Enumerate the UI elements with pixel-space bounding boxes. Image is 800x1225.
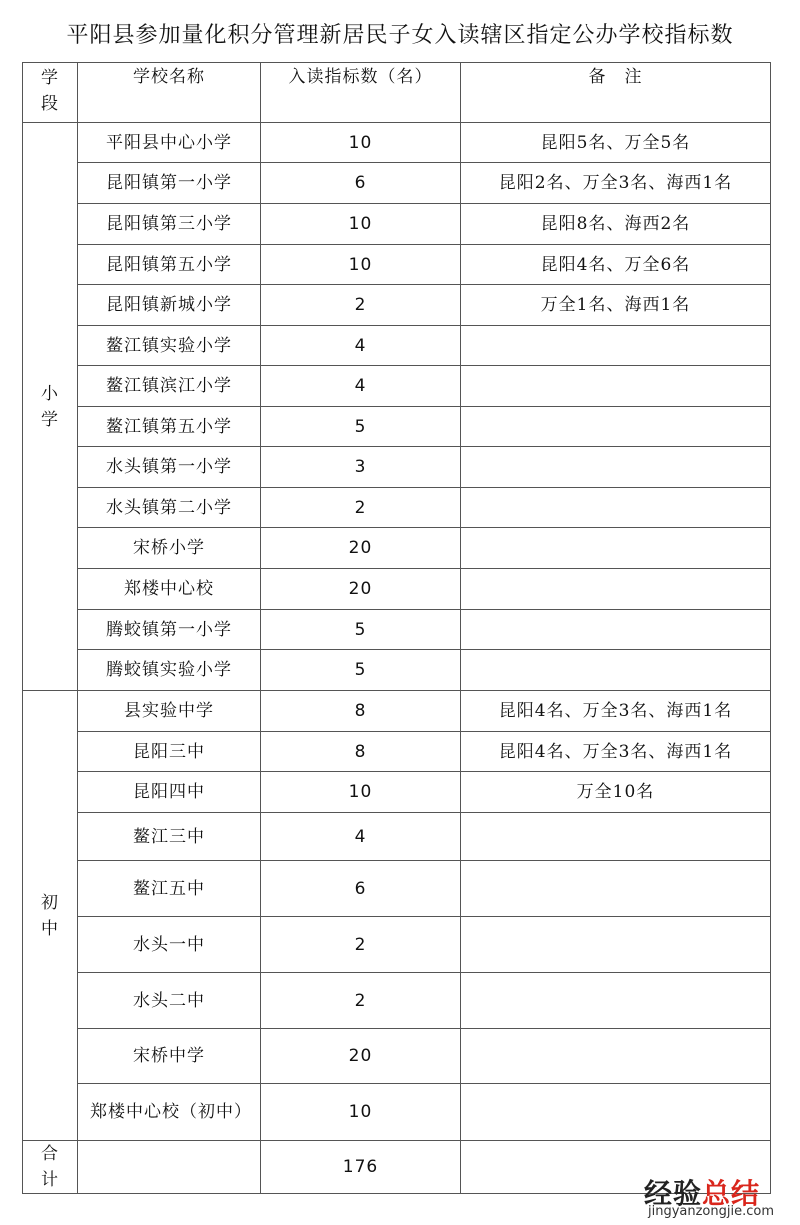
quota-value: 10 [261, 123, 461, 163]
quota-value: 20 [261, 1029, 461, 1084]
table-row [23, 691, 771, 732]
table-row [23, 366, 771, 407]
table-row [23, 326, 771, 366]
quota-value: 5 [261, 407, 461, 447]
quota-value: 8 [261, 732, 461, 772]
school-name: 平阳县中心小学 [78, 123, 261, 163]
school-name: 鳌江镇第五小学 [78, 407, 261, 447]
quota-value: 2 [261, 973, 461, 1029]
quota-value: 2 [261, 917, 461, 973]
remark-cell [461, 447, 771, 488]
remark-cell [461, 1029, 771, 1084]
remark-cell [461, 326, 771, 366]
school-name: 县实验中学 [78, 691, 261, 732]
quota-value: 10 [261, 1084, 461, 1141]
remark-cell [461, 1084, 771, 1141]
remark-cell [461, 610, 771, 650]
table-row [23, 772, 771, 813]
quota-value: 4 [261, 366, 461, 407]
school-name: 水头镇第二小学 [78, 488, 261, 528]
school-name: 昆阳镇第一小学 [78, 163, 261, 204]
quota-value: 2 [261, 285, 461, 326]
remark-cell [461, 407, 771, 447]
school-name: 鳌江三中 [78, 813, 261, 861]
table-row [23, 123, 771, 163]
remark-cell [461, 650, 771, 691]
table-row [23, 917, 771, 973]
school-name: 鳌江镇实验小学 [78, 326, 261, 366]
table-row [23, 813, 771, 861]
quota-value: 3 [261, 447, 461, 488]
school-name: 昆阳四中 [78, 772, 261, 813]
quota-value: 5 [261, 610, 461, 650]
school-name: 昆阳镇第五小学 [78, 245, 261, 285]
page-title: 平阳县参加量化积分管理新居民子女入读辖区指定公办学校指标数 [66, 23, 734, 48]
school-name: 水头一中 [78, 917, 261, 973]
header-school: 学校名称 [78, 63, 261, 123]
quota-value: 20 [261, 528, 461, 569]
school-name: 昆阳三中 [78, 732, 261, 772]
stage-label: 初中 [41, 892, 59, 939]
header-remarks: 备 注 [461, 63, 771, 123]
school-name: 鳌江镇滨江小学 [78, 366, 261, 407]
table-row [23, 610, 771, 650]
table-row [23, 528, 771, 569]
quota-value: 10 [261, 204, 461, 245]
table-row [23, 407, 771, 447]
table-row [23, 285, 771, 326]
table-row [23, 861, 771, 917]
remark-cell [461, 917, 771, 973]
quota-value: 4 [261, 326, 461, 366]
remark-cell [461, 973, 771, 1029]
school-name: 水头镇第一小学 [78, 447, 261, 488]
remark-cell [461, 861, 771, 917]
watermark-url: jingyanzongjie.com [647, 1204, 774, 1219]
school-name: 郑楼中心校 [78, 569, 261, 610]
stage-cell [23, 691, 78, 1141]
school-name: 鳌江五中 [78, 861, 261, 917]
table-body [23, 123, 771, 1194]
header-stage-text: 学段 [41, 68, 59, 114]
table-row [23, 447, 771, 488]
total-label-cell [23, 1141, 78, 1194]
watermark-brand-b: 总结 [701, 1177, 760, 1210]
table-row [23, 1084, 771, 1141]
stage-label: 小学 [41, 383, 59, 430]
school-name: 昆阳镇第三小学 [78, 204, 261, 245]
total-label: 合计 [41, 1144, 59, 1190]
quota-value: 8 [261, 691, 461, 732]
table-row [23, 204, 771, 245]
table-row [23, 488, 771, 528]
remark-cell: 万全1名、海西1名 [461, 285, 771, 326]
remark-cell: 昆阳4名、万全3名、海西1名 [461, 732, 771, 772]
table-row [23, 245, 771, 285]
total-school-empty [78, 1141, 261, 1194]
quota-value: 5 [261, 650, 461, 691]
remark-cell: 万全10名 [461, 772, 771, 813]
school-name: 腾蛟镇实验小学 [78, 650, 261, 691]
school-name: 郑楼中心校（初中） [78, 1084, 261, 1141]
table-row [23, 732, 771, 772]
remark-cell [461, 569, 771, 610]
total-quota: 176 [261, 1141, 461, 1194]
table-row [23, 650, 771, 691]
quota-value: 6 [261, 861, 461, 917]
remark-cell: 昆阳8名、海西2名 [461, 204, 771, 245]
remark-cell [461, 528, 771, 569]
school-name: 水头二中 [78, 973, 261, 1029]
school-name: 宋桥小学 [78, 528, 261, 569]
header-row [23, 63, 771, 123]
remark-cell: 昆阳5名、万全5名 [461, 123, 771, 163]
table-row [23, 1029, 771, 1084]
school-name: 宋桥中学 [78, 1029, 261, 1084]
table-row [23, 163, 771, 204]
remark-cell [461, 813, 771, 861]
quota-value: 2 [261, 488, 461, 528]
header-quota: 入读指标数（名） [261, 63, 461, 123]
remark-cell [461, 488, 771, 528]
quota-table [22, 62, 771, 1194]
remark-cell [461, 366, 771, 407]
header-stage [23, 63, 78, 123]
quota-value: 20 [261, 569, 461, 610]
quota-value: 6 [261, 163, 461, 204]
remark-cell: 昆阳2名、万全3名、海西1名 [461, 163, 771, 204]
quota-value: 10 [261, 772, 461, 813]
watermark-brand-a: 经验 [643, 1177, 702, 1210]
remark-cell: 昆阳4名、万全6名 [461, 245, 771, 285]
school-name: 昆阳镇新城小学 [78, 285, 261, 326]
quota-value: 4 [261, 813, 461, 861]
quota-value: 10 [261, 245, 461, 285]
stage-cell [23, 123, 78, 691]
remark-cell: 昆阳4名、万全3名、海西1名 [461, 691, 771, 732]
school-name: 腾蛟镇第一小学 [78, 610, 261, 650]
table-row [23, 569, 771, 610]
table-row [23, 973, 771, 1029]
